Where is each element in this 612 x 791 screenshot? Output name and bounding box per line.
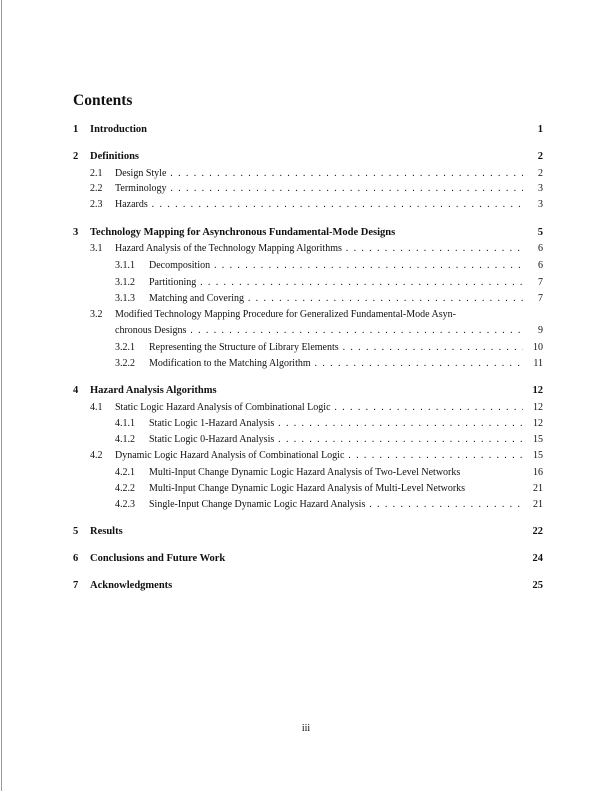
toc-section-3-2-continued[interactable] [73,322,543,340]
toc-page: 3 [538,183,543,194]
toc-page: 6 [538,243,543,254]
toc-number: 7 [73,580,79,591]
toc-number: 2.3 [90,199,103,210]
toc-number: 3.2.1 [115,342,135,353]
toc-title: Static Logic Hazard Analysis of Combinational Logic . . . [115,399,523,417]
toc-page: 10 [533,342,543,353]
toc-number: 4.1 [90,402,103,413]
toc-title: Hazards . . . [115,196,523,214]
toc-title: Dynamic Logic Hazard Analysis of Combinational Logic . . . [115,447,523,465]
toc-page: 12 [533,402,543,413]
toc-number: 5 [73,526,79,537]
toc-number: 3.1 [90,243,103,254]
toc-section-4-2[interactable] [73,447,543,465]
toc-title: Hazard Analysis Algorithms [90,385,217,396]
toc-title: Multi-Input Change Dynamic Logic Hazard Analysis of Two-Level Networks [149,467,461,478]
toc-page: 12 [533,418,543,429]
toc-number: 3.1.3 [115,293,135,304]
toc-title: Single-Input Change Dynamic Logic Hazard Analysis . . . [149,496,523,514]
toc-title: Design Style . . . [115,165,523,183]
toc-number: 4.2 [90,450,103,461]
toc-page: 7 [538,293,543,304]
toc-chapter-4[interactable] [73,382,543,400]
toc-number: 3.2.2 [115,358,135,369]
toc-chapter-6[interactable] [73,550,543,568]
toc-number: 2 [73,151,79,162]
toc-page: 1 [537,124,543,135]
toc-title: Results [90,526,123,537]
toc-chapter-1[interactable] [73,121,543,139]
toc-title: Definitions [90,151,140,162]
contents-heading: Contents [73,92,133,109]
toc-title: Decomposition . . . [149,257,523,275]
toc-section-3-1[interactable] [73,240,543,258]
toc-page: 25 [532,580,543,591]
toc-page: 21 [533,499,543,510]
toc-subsection-3-2-2[interactable] [73,355,543,373]
toc-subsection-4-2-3[interactable] [73,496,543,514]
toc-page: 24 [532,553,543,564]
toc-page: 7 [538,277,543,288]
toc-title: Static Logic 0-Hazard Analysis . . . [149,431,523,449]
toc-number: 4.1.2 [115,434,135,445]
toc-number: 2.2 [90,183,103,194]
toc-chapter-7[interactable] [73,577,543,595]
toc-title: Matching and Covering . . . [149,290,523,308]
toc-title: Static Logic 1-Hazard Analysis . . . [149,415,523,433]
page-number: iii [301,723,311,734]
toc-number: 3 [73,227,79,238]
toc-title: Conclusions and Future Work [90,553,226,564]
toc-title: Multi-Input Change Dynamic Logic Hazard Analysis of Multi-Level Networks [149,483,466,494]
toc-number: 3.1.2 [115,277,135,288]
toc-page: 22 [532,526,543,537]
toc-number: 3.1.1 [115,260,135,271]
toc-number: 4 [73,385,79,396]
toc-page: 2 [537,151,543,162]
toc-number: 1 [73,124,79,135]
toc-page: 3 [538,199,543,210]
toc-page: 2 [538,168,543,179]
page-edge-line [1,0,2,791]
toc-page: 21 [533,483,543,494]
toc-title: Acknowledgments [90,580,173,591]
toc-page: 5 [537,227,543,238]
toc-number: 4.2.1 [115,467,135,478]
toc-page: 15 [533,434,543,445]
toc-page: 15 [533,450,543,461]
toc-page: 12 [532,385,543,396]
toc-page: 11 [533,358,543,369]
toc-title: Introduction [90,124,147,135]
toc-number: 6 [73,553,79,564]
toc-page: 16 [533,467,543,478]
toc-section-2-3[interactable] [73,196,543,214]
toc-number: 4.2.3 [115,499,135,510]
toc-page: 9 [538,325,543,336]
toc-title: chronous Designs . . . [115,322,523,340]
toc-title: Representing the Structure of Library Elements . . . [149,339,523,357]
toc-title: Hazard Analysis of the Technology Mapping Algorithms . . . [115,240,523,258]
toc-title: Terminology . . . [115,180,523,198]
toc-page: 6 [538,260,543,271]
toc-chapter-5[interactable] [73,523,543,541]
toc-subsection-3-1-1[interactable] [73,257,543,275]
toc-chapter-2[interactable] [73,148,543,166]
toc-number: 2.1 [90,168,103,179]
toc-number: 3.2 [90,309,103,320]
toc-title: Modification to the Matching Algorithm . . . [149,355,523,373]
toc-title: Technology Mapping for Asynchronous Fundamental-Mode Designs [90,227,396,238]
toc-title: Partitioning . . . [149,274,523,292]
toc-title: Modified Technology Mapping Procedure for Generalized Fundamental-Mode Asyn- [115,309,456,320]
toc-number: 4.2.2 [115,483,135,494]
toc-number: 4.1.1 [115,418,135,429]
